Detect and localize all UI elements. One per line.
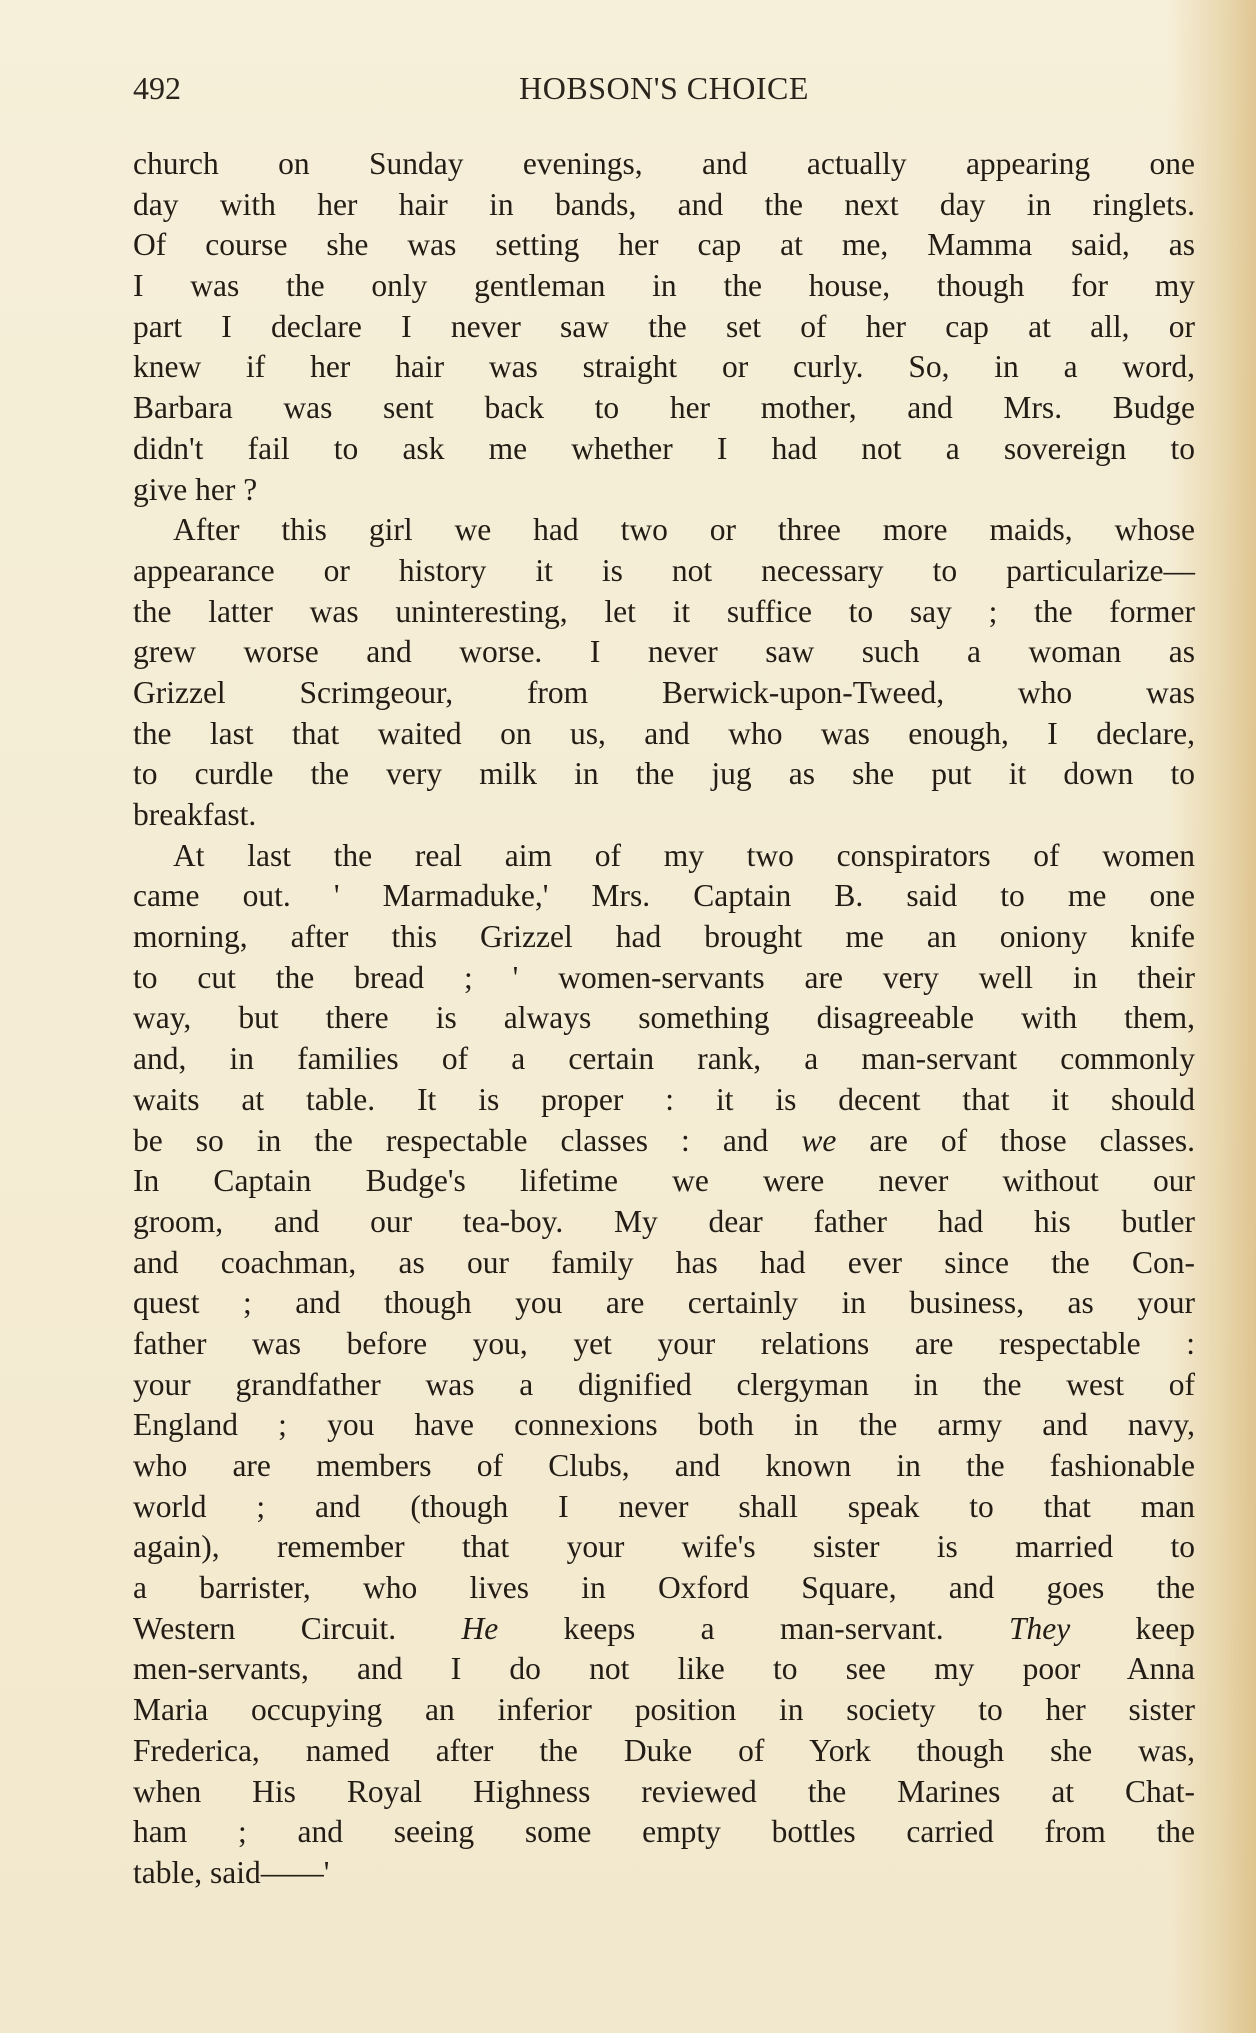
- text-run: when His Royal Highness reviewed the Marines at Chat-: [133, 1773, 1195, 1809]
- text-run: and coachman, as our family has had ever since the Con-: [133, 1244, 1195, 1280]
- text-run: part I declare I never saw the set of her cap at all, or: [133, 308, 1195, 344]
- book-title: HOBSON'S CHOICE: [519, 70, 809, 106]
- text-run: way, but there is always something disagreeable with them,: [133, 1000, 1195, 1036]
- text-run: Maria occupying an inferior position in society to her sister: [133, 1692, 1195, 1728]
- text-line: [133, 347, 1195, 388]
- text-line: [133, 1731, 1195, 1772]
- text-run: your grandfather was a dignified clergyman in the west of: [133, 1366, 1195, 1402]
- text-line: [133, 429, 1195, 470]
- text-run: Of course she was setting her cap at me, Mamma said, as: [133, 227, 1195, 263]
- text-run: who are members of Clubs, and known in the fashionable: [133, 1448, 1195, 1483]
- text-line: [133, 1812, 1195, 1853]
- text-run: Frederica, named after the Duke of York though she was,: [133, 1732, 1195, 1768]
- text-run: At last the real aim of my two conspirators of women: [173, 837, 1195, 873]
- text-line: [133, 958, 1195, 999]
- text-run: Barbara was sent back to her mother, and Mrs. Budge: [133, 390, 1195, 426]
- text-line: [133, 1365, 1195, 1406]
- text-line: [133, 551, 1195, 592]
- text-run: grew worse and worse. I never saw such a woman as: [133, 634, 1195, 670]
- page-number: 492: [133, 70, 181, 106]
- text-line: [133, 1202, 1195, 1243]
- text-line: [133, 1446, 1195, 1487]
- text-line: [133, 1772, 1195, 1813]
- text-run: I was the only gentleman in the house, though for my: [133, 268, 1195, 304]
- text-run: appearance or history it is not necessary to particularize—: [133, 552, 1195, 588]
- text-line: [133, 714, 1195, 755]
- text-line: [133, 510, 1195, 551]
- text-line: [133, 1405, 1195, 1446]
- text-run: the latter was uninteresting, let it suffice to say ; the former: [133, 593, 1195, 629]
- text-line: [133, 1039, 1195, 1080]
- text-run: and, in families of a certain rank, a man-servant commonly: [133, 1041, 1195, 1077]
- text-run: keep: [1070, 1610, 1195, 1646]
- body-text: [133, 144, 1195, 1894]
- text-line: [133, 1080, 1195, 1121]
- text-line: [133, 754, 1195, 795]
- text-line: [133, 592, 1195, 633]
- text-line: [133, 1243, 1195, 1284]
- text-run: Western Circuit.: [133, 1610, 462, 1646]
- text-run: the last that waited on us, and who was enough, I declare,: [133, 715, 1195, 751]
- text-line: [133, 470, 1195, 511]
- text-run: groom, and our tea-boy. My dear father had his butler: [133, 1203, 1195, 1239]
- text-line: [133, 1690, 1195, 1731]
- text-line: [133, 144, 1195, 185]
- text-run: give her ?: [133, 471, 258, 507]
- text-run: In Captain Budge's lifetime we were never without our: [133, 1163, 1195, 1199]
- text-line: [133, 388, 1195, 429]
- text-run: breakfast.: [133, 797, 257, 832]
- text-run: knew if her hair was straight or curly. So, in a word,: [133, 349, 1195, 385]
- paragraph: [133, 144, 1195, 510]
- text-line: [133, 1283, 1195, 1324]
- text-run: keeps a man-servant.: [498, 1610, 1009, 1646]
- text-line: [133, 632, 1195, 673]
- paragraph: [133, 836, 1195, 1894]
- text-run: After this girl we had two or three more maids, whose: [173, 512, 1195, 548]
- running-head: [133, 70, 1195, 116]
- text-line: [133, 1527, 1195, 1568]
- text-run: be so in the respectable classes : and: [133, 1122, 802, 1158]
- text-line: [133, 1121, 1195, 1162]
- text-line: [133, 1487, 1195, 1528]
- text-line: [133, 185, 1195, 226]
- italic-text: we: [801, 1122, 837, 1158]
- text-line: [133, 266, 1195, 307]
- text-run: waits at table. It is proper : it is decent that it should: [133, 1081, 1195, 1117]
- text-run: ham ; and seeing some empty bottles carried from the: [133, 1814, 1195, 1850]
- text-run: England ; you have connexions both in the army and navy,: [133, 1407, 1195, 1443]
- text-run: again), remember that your wife's sister is married to: [133, 1529, 1195, 1565]
- text-run: morning, after this Grizzel had brought me an oniony knife: [133, 919, 1195, 955]
- italic-text: He: [461, 1610, 499, 1646]
- text-line: [133, 795, 1195, 836]
- text-line: [133, 673, 1195, 714]
- text-line: [133, 836, 1195, 877]
- text-line: [133, 998, 1195, 1039]
- text-line: [133, 1161, 1195, 1202]
- text-run: day with her hair in bands, and the next day in ringlets.: [133, 186, 1195, 222]
- text-run: are of those classes.: [836, 1122, 1195, 1158]
- text-run: quest ; and though you are certainly in business, as your: [133, 1285, 1195, 1321]
- text-line: [133, 225, 1195, 266]
- text-line: [133, 917, 1195, 958]
- text-run: father was before you, yet your relations are respectable :: [133, 1325, 1195, 1361]
- text-run: to cut the bread ; ' women-servants are very well in their: [133, 959, 1195, 995]
- text-run: to curdle the very milk in the jug as she put it down to: [133, 756, 1195, 792]
- text-run: Grizzel Scrimgeour, from Berwick-upon-Tweed, who was: [133, 674, 1195, 710]
- text-line: [133, 307, 1195, 348]
- paragraph: [133, 510, 1195, 836]
- text-line: [133, 1649, 1195, 1690]
- text-line: [133, 876, 1195, 917]
- text-line: [133, 1853, 1195, 1894]
- text-line: [133, 1324, 1195, 1365]
- text-run: men-servants, and I do not like to see my poor Anna: [133, 1651, 1195, 1687]
- text-run: world ; and (though I never shall speak to that man: [133, 1488, 1195, 1524]
- text-run: table, said——': [133, 1854, 330, 1890]
- text-run: a barrister, who lives in Oxford Square, and goes the: [133, 1570, 1195, 1606]
- text-line: [133, 1609, 1195, 1650]
- text-line: [133, 1568, 1195, 1609]
- text-run: didn't fail to ask me whether I had not a sovereign to: [133, 430, 1195, 466]
- italic-text: They: [1008, 1610, 1071, 1646]
- text-run: came out. ' Marmaduke,' Mrs. Captain B. said to me one: [133, 878, 1195, 914]
- text-run: church on Sunday evenings, and actually appearing one: [133, 146, 1195, 181]
